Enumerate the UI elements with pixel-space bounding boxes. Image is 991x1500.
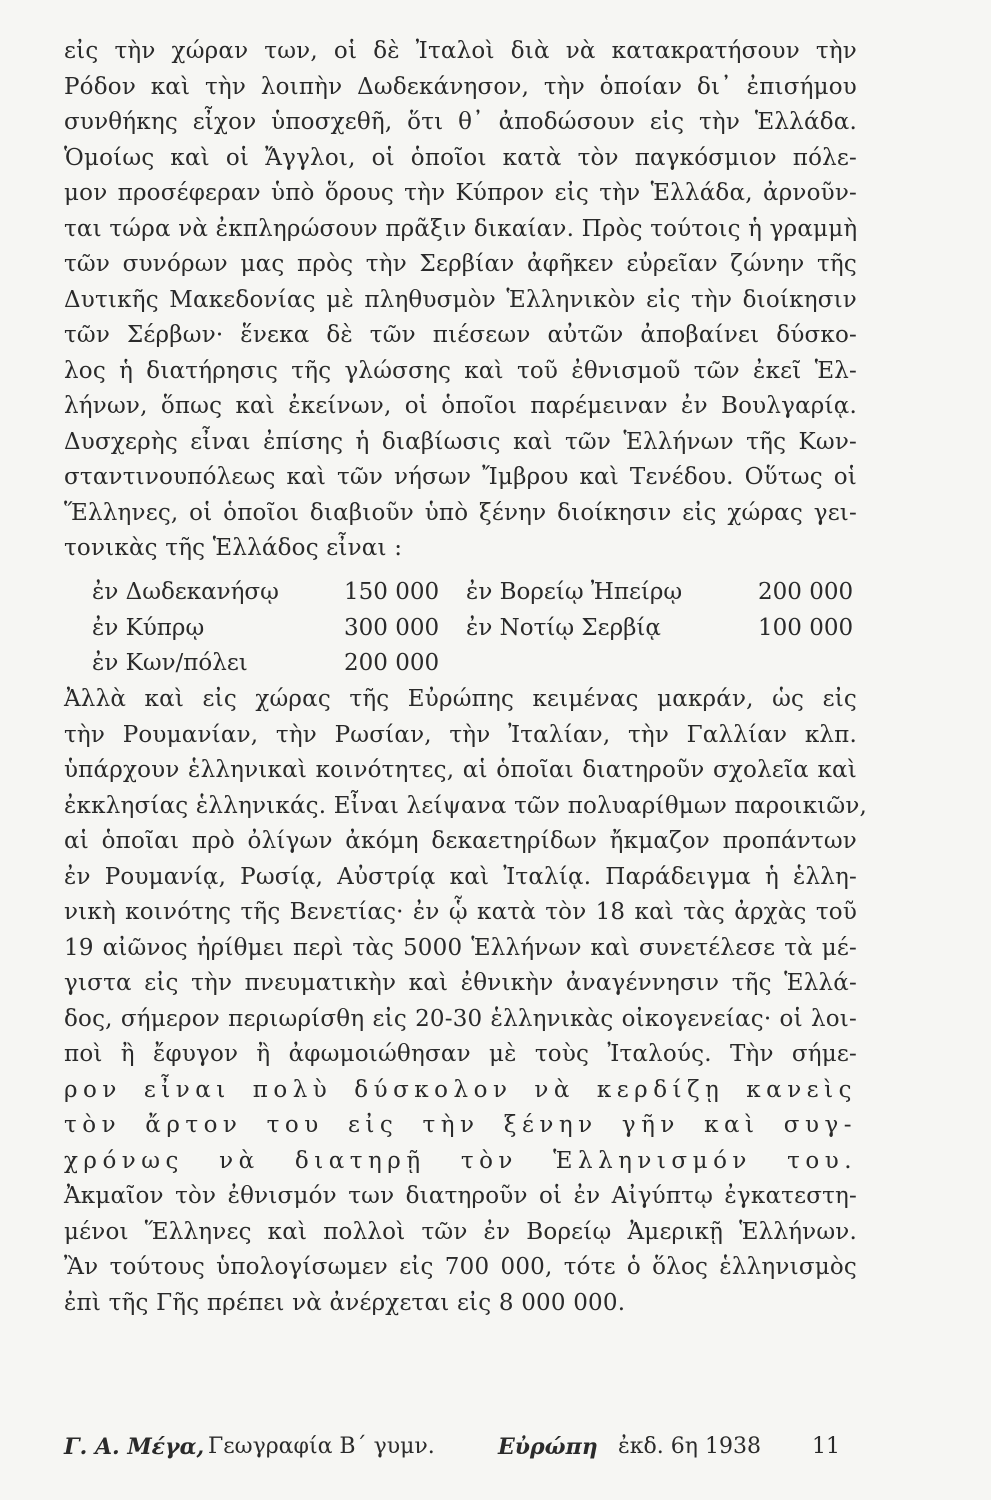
- footer-book: Εὐρώπη: [498, 1434, 598, 1460]
- footer-title: Γεωγραφία Β΄ γυμν.: [208, 1434, 435, 1459]
- text-line: μον προσέφεραν ὑπὸ ὅρους τὴν Κύπρον εἰς τὴν Ἑλλάδα, ἀρνοῦν-: [64, 180, 857, 206]
- text-line: Ἕλληνες, οἱ ὁποῖοι διαβιοῦν ὑπὸ ξένην διοίκησιν εἰς χώρας γει-: [64, 499, 857, 526]
- text-line: λήνων, ὅπως καὶ ἐκείνων, οἱ ὁποῖοι παρέμειναν ἐν Βουλγαρίᾳ.: [64, 393, 857, 419]
- text-line: Δυτικῆς Μακεδονίας μὲ πληθυσμὸν Ἑλληνικὸν εἰς τὴν διοίκησιν: [64, 286, 857, 313]
- text-line: ποὶ ἢ ἔφυγον ἢ ἀφωμοιώθησαν μὲ τοὺς Ἰταλούς. Τὴν σήμε-: [64, 1041, 857, 1067]
- footer-author: Γ. Α. Μέγα,: [64, 1434, 205, 1460]
- text-line: τῶν συνόρων μας πρὸς τὴν Σερβίαν ἀφῆκεν εὐρεῖαν ζώνην τῆς: [64, 251, 857, 277]
- text-line: ἐκκλησίας ἑλληνικάς. Εἶναι λείψανα τῶν πολυαρίθμων παροικιῶν,: [64, 792, 868, 819]
- text-line-spaced: ρον εἶναι πολὺ δύσκολον νὰ κερδίζῃ κανεὶς: [64, 1076, 857, 1103]
- text-line: Ἀλλὰ καὶ εἰς χώρας τῆς Εὐρώπης κειμένας μακράν, ὡς εἰς: [64, 686, 857, 712]
- text-line-spaced: τὸν ἄρτον του εἰς τὴν ξένην γῆν καὶ συγ-: [64, 1112, 857, 1138]
- population-value: 100 000: [758, 614, 854, 641]
- text-line: Ρόδον καὶ τὴν λοιπὴν Δωδεκάνησον, τὴν ὁποίαν δι᾿ ἐπισήμου: [64, 73, 857, 100]
- page-number: 11: [812, 1434, 840, 1459]
- place-name: ἐν Κων/πόλει: [92, 650, 248, 676]
- place-name: ἐν Βορείῳ Ἠπείρῳ: [466, 579, 683, 605]
- text-line: Ἂν τούτους ὑπολογίσωμεν εἰς 700 000, τότε ὁ ὅλος ἑλληνισμὸς: [64, 1254, 857, 1280]
- text-line: Δυσχερὴς εἶναι ἐπίσης ἡ διαβίωσις καὶ τῶν Ἑλλήνων τῆς Κων-: [64, 428, 857, 455]
- text-line: αἱ ὁποῖαι πρὸ ὀλίγων ἀκόμη δεκαετηρίδων ἤκμαζον προπάντων: [64, 828, 857, 854]
- text-line: εἰς τὴν χώραν των, οἱ δὲ Ἰταλοὶ διὰ νὰ κατακρατήσουν τὴν: [64, 38, 857, 64]
- paragraph-before-table: [64, 34, 857, 567]
- population-table: [92, 575, 862, 682]
- text-line: τὴν Ρουμανίαν, τὴν Ρωσίαν, τὴν Ἰταλίαν, τὴν Γαλλίαν κλπ.: [64, 721, 857, 748]
- population-value: 200 000: [758, 579, 854, 605]
- population-row: [92, 575, 862, 611]
- place-name: ἐν Δωδεκανήσῳ: [92, 579, 279, 605]
- text-line: τῶν Σέρβων· ἕνεκα δὲ τῶν πιέσεων αὐτῶν ἀποβαίνει δύσκο-: [64, 322, 857, 348]
- paragraph-after-table: [64, 682, 868, 1321]
- text-line: δος, σήμερον περιωρίσθη εἰς 20-30 ἑλληνικὰς οἰκογενείας· οἱ λοι-: [64, 1005, 857, 1032]
- place-name: ἐν Κύπρῳ: [92, 614, 205, 641]
- population-row: [92, 646, 862, 682]
- text-line: 19 αἰῶνος ἠρίθμει περὶ τὰς 5000 Ἑλλήνων καὶ συνετέλεσε τὰ μέ-: [64, 934, 857, 961]
- page-footer: [64, 1432, 840, 1462]
- population-value: 200 000: [344, 650, 440, 676]
- place-name: ἐν Νοτίῳ Σερβίᾳ: [466, 614, 661, 641]
- population-row: [92, 611, 862, 647]
- text-line: λος ἡ διατήρησις τῆς γλώσσης καὶ τοῦ ἐθνισμοῦ τῶν ἐκεῖ Ἑλ-: [64, 357, 857, 384]
- text-line: σταντινουπόλεως καὶ τῶν νήσων Ἴμβρου καὶ Τενέδου. Οὕτως οἱ: [64, 464, 857, 490]
- text-line: ται τώρα νὰ ἐκπληρώσουν πρᾶξιν δικαίαν. Πρὸς τούτοις ἡ γραμμὴ: [64, 215, 858, 242]
- text-line: μένοι Ἕλληνες καὶ πολλοὶ τῶν ἐν Βορείῳ Ἀμερικῇ Ἑλλήνων.: [64, 1218, 857, 1245]
- text-line: γιστα εἰς τὴν πνευματικὴν καὶ ἐθνικὴν ἀναγέννησιν τῆς Ἑλλά-: [64, 970, 857, 996]
- text-line-spaced: χρόνως νὰ διατηρῇ τὸν Ἑλληνισμόν του.: [64, 1147, 857, 1174]
- text-line: Ἀκμαῖον τὸν ἐθνισμόν των διατηροῦν οἱ ἐν Αἰγύπτῳ ἐγκατεστη-: [64, 1183, 857, 1209]
- footer-edition: ἐκδ. 6η 1938: [618, 1434, 761, 1459]
- text-line: ἐπὶ τῆς Γῆς πρέπει νὰ ἀνέρχεται εἰς 8 000 000.: [64, 1289, 626, 1316]
- text-line: τονικὰς τῆς Ἑλλάδος εἶναι :: [64, 535, 403, 561]
- population-value: 150 000: [344, 579, 440, 605]
- text-line: Ὁμοίως καὶ οἱ Ἄγγλοι, οἱ ὁποῖοι κατὰ τὸν παγκόσμιον πόλε-: [64, 144, 857, 171]
- text-line: ἐν Ρουμανίᾳ, Ρωσίᾳ, Αὐστρίᾳ καὶ Ἰταλίᾳ. Παράδειγμα ἡ ἑλλη-: [64, 863, 857, 890]
- text-line: νικὴ κοινότης τῆς Βενετίας· ἐν ᾧ κατὰ τὸν 18 καὶ τὰς ἀρχὰς τοῦ: [64, 899, 857, 925]
- text-line: συνθήκης εἶχον ὑποσχεθῆ, ὅτι θ᾿ ἀποδώσουν εἰς τὴν Ἑλλάδα.: [64, 109, 857, 135]
- population-value: 300 000: [344, 614, 440, 641]
- text-line: ὑπάρχουν ἑλληνικαὶ κοινότητες, αἱ ὁποῖαι διατηροῦν σχολεῖα καὶ: [64, 757, 857, 783]
